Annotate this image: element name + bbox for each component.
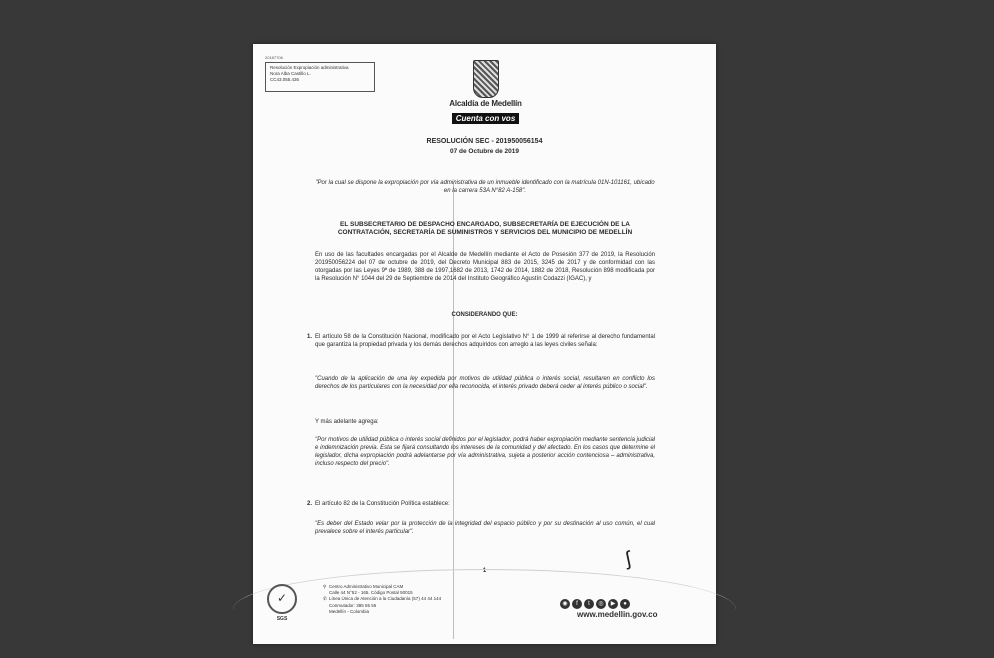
logo-tagline: Cuenta con vos (452, 113, 520, 124)
stamp-line-3: CC43.055.436 (270, 77, 300, 82)
phone-icon: ✆ (323, 596, 327, 602)
stamp-line-2: Nora Alba Castillo L. (270, 71, 311, 76)
item-number: 1. (307, 334, 313, 340)
flickr-icon: ● (620, 599, 630, 609)
city-line: Medellín - Colombia (329, 608, 370, 614)
item-number: 2. (307, 501, 313, 507)
footer-contact (323, 584, 441, 615)
considering-item-2 (307, 500, 655, 508)
quote-1: "Cuando de la aplicación de una ley expedida por motivos de utilidad pública o interés social, resultaren en conflicto los derechos de los particulares con la necesidad por ella reconocida, el interés privado deberá ceder al interés público o social". (315, 376, 655, 390)
considering-item-1 (307, 333, 655, 349)
conmutador-line: Conmutador: 385 55 55 (329, 602, 377, 608)
filing-stamp (265, 62, 375, 92)
footer-divider (233, 569, 736, 650)
twitter-icon: t (584, 599, 594, 609)
instagram-icon: ◎ (596, 599, 606, 609)
transition-text: Y más adelante agrega: (315, 419, 379, 425)
coat-of-arms-icon (473, 60, 499, 98)
sgs-certification-icon: ✓ (267, 584, 297, 614)
logo-name: Alcaldía de Medellín (449, 99, 522, 108)
subject-quote: "Por la cual se dispone la expropiación por vía administrativa de un inmueble identificado con la matrícula 01N-101161, ubicado en la carrera 53A N°82 A-158". (315, 180, 655, 194)
social-icons (560, 592, 632, 610)
resolution-title: RESOLUCIÓN SEC - 201950056154 (426, 138, 543, 145)
phone-line: Línea Única de Atención a la Ciudadanía (57) 44 44 144 (329, 596, 442, 602)
alcaldia-logo (433, 60, 538, 126)
website-url: www.medellin.gov.co (577, 610, 658, 619)
item-text: El artículo 58 de la Constitución Nacional, modificado por el Acto Legislativo N° 1 de 1999 al referirse al derecho fundamental que garantiza la propiedad privada y los demás derechos adquiridos con arreglo a las leyes civiles señala: (315, 334, 655, 348)
rss-icon: ◉ (560, 599, 570, 609)
considering-heading: CONSIDERANDO QUE: (451, 312, 518, 318)
item-text: El artículo 82 de la Constitución Política establece: (315, 501, 450, 507)
authority-heading: EL SUBSECRETARIO DE DESPACHO ENCARGADO, SUBSECRETARÍA DE EJECUCIÓN DE LA CONTRATACIÓN, SECRETARÍA DE SUMINISTROS Y SERVICIOS DEL MUNICIPIO DE MEDELLÍN (337, 221, 633, 236)
facebook-icon: f (572, 599, 582, 609)
quote-3: "Es deber del Estado velar por la protección de la integridad del espacio público y por su destinación al uso común, el cual prevalece sobre el interés particular". (315, 521, 655, 535)
signature-mark: ʃ (623, 547, 633, 571)
sgs-label: SGS (276, 616, 288, 622)
quote-2: "Por motivos de utilidad pública o interés social definidos por el legislador, podrá haber expropiación mediante sentencia judicial e indemnización previa. Esta se fijará consultando los intereses de la comunidad y del afectado. En los casos que determine el legislador, dicha expropiación podrá adelantarse por vía administrativa, sujeta a posterior acción contenciosa – administrativa, incluso respecto del precio". (315, 437, 655, 467)
resolution-date: 07 de Octubre de 2019 (449, 148, 519, 155)
preamble-paragraph: En uso de las facultades encargadas por el Alcalde de Medellín mediante el Acto de Posesión 377 de 2019, la Resolución 201950056224 del 07 de octubre de 2019, del Decreto Municipal 883 de 2015, 3245 de 2017 y de conformidad con las otorgadas por las Leyes 9ª de 1989, 388 de 1997,1682 de 2013, 1742 de 2014, 1882 de 2018, Resolución 898 modificada por la Resolución N° 1044 del 29 de Septiembre de 2014 del Instituto Geográfico Agustín Codazzi (IGAC), y (315, 252, 655, 282)
stamp-line-1: Resolución Expropiación administrativa (270, 65, 349, 70)
page-number: 1 (482, 568, 487, 574)
youtube-icon: ▶ (608, 599, 618, 609)
address-line-2: Calle 44 N°52 - 165. Código Postal 50015 (329, 590, 413, 596)
document-code: 20187706 (265, 55, 283, 60)
address-line-1: Centro Administrativo Municipal CAM (329, 584, 404, 589)
location-pin-icon: ⚲ (323, 584, 327, 589)
document-page (253, 44, 716, 644)
